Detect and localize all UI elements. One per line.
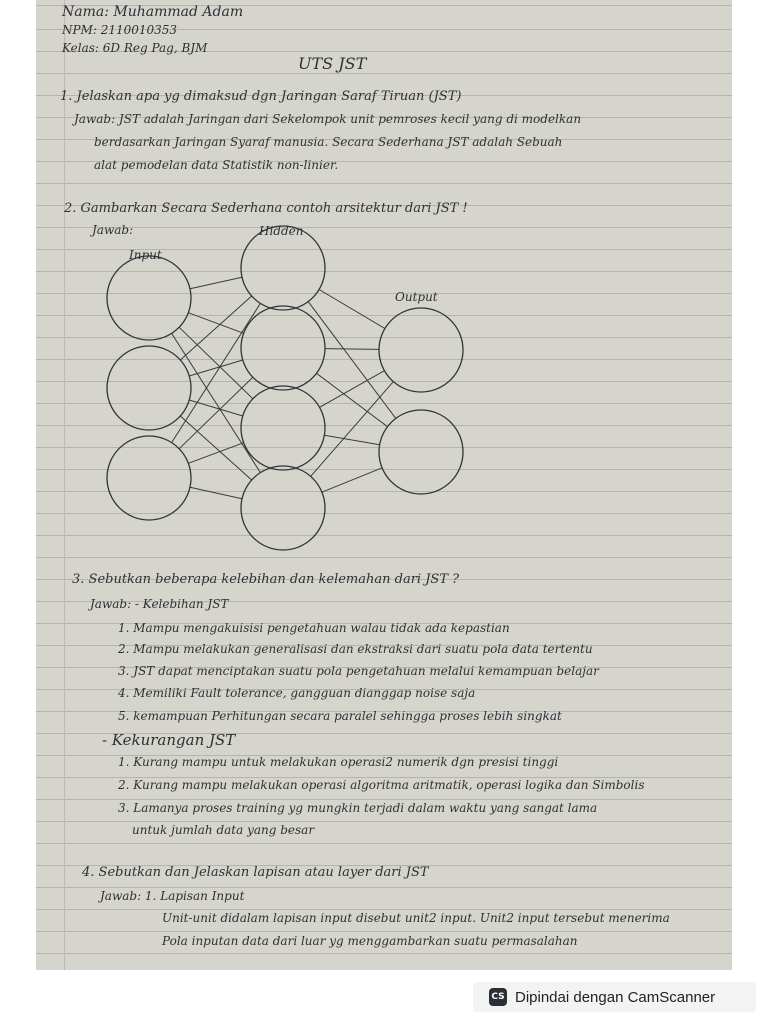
output-neuron-2 [379,410,463,494]
hidden-neuron-1 [241,226,325,310]
question-3: 3. Sebutkan beberapa kelebihan dan kelemahan dari JST ? [72,572,460,587]
connection-input-3-to-hidden-4 [190,487,242,499]
question-4: 4. Sebutkan dan Jelaskan lapisan atau layer dari JST [82,865,429,880]
connection-input-3-to-hidden-3 [188,443,243,464]
camscanner-logo-icon: CS [489,988,507,1006]
kelebihan-item-5: 5. kemampuan Perhitungan secara paralel sehingga proses lebih singkat [118,709,562,723]
student-name: Nama: Muhammad Adam [62,4,244,20]
student-class: Kelas: 6D Reg Pag, BJM [62,41,208,55]
hidden-neuron-2 [241,306,325,390]
input-neuron-1 [107,256,191,340]
q1-answer-line-2: berdasarkan Jaringan Syaraf manusia. Secara Sederhana JST adalah Sebuah [94,135,563,149]
connection-hidden-1-to-output-2 [308,302,396,419]
neural-network-diagram [36,0,732,580]
label-hidden: Hidden [259,224,304,238]
kekurangan-item-3: 3. Lamanya proses training yg mungkin terjadi dalam waktu yang sangat lama [118,801,598,815]
kekurangan-item-2: 2. Kurang mampu melakukan operasi algoritma aritmatik, operasi logika dan Simbolis [118,778,645,792]
question-2: 2. Gambarkan Secara Sederhana contoh arsitektur dari JST ! [64,201,468,216]
kekurangan-item-3-cont: untuk jumlah data yang besar [132,823,315,837]
label-input: Input [129,248,162,262]
connection-input-3-to-hidden-1 [172,303,261,442]
connection-hidden-2-to-output-1 [325,349,379,350]
question-1: 1. Jelaskan apa yg dimaksud dgn Jaringan Saraf Tiruan (JST) [60,89,462,104]
q3-jawab-kelebihan: Jawab: - Kelebihan JST [90,597,229,611]
connection-input-1-to-hidden-4 [172,333,261,472]
connection-hidden-4-to-output-1 [311,382,394,477]
camscanner-watermark [473,982,756,1012]
kelebihan-item-1: 1. Mampu mengakuisisi pengetahuan walau tidak ada kepastian [118,621,510,635]
q4-jawab: Jawab: 1. Lapisan Input [100,889,245,903]
connection-hidden-3-to-output-1 [320,371,385,408]
input-neuron-2 [107,346,191,430]
hidden-neuron-4 [241,466,325,550]
input-neuron-3 [107,436,191,520]
connection-hidden-1-to-output-1 [319,290,385,329]
connection-hidden-3-to-output-2 [324,435,379,445]
notebook-page [36,0,732,970]
kelebihan-item-2: 2. Mampu melakukan generalisasi dan ekstraksi dari suatu pola data tertentu [118,642,593,656]
connection-input-1-to-hidden-1 [190,277,242,289]
hidden-neuron-3 [241,386,325,470]
q2-jawab: Jawab: [92,223,134,237]
camscanner-text: Dipindai dengan CamScanner [515,988,716,1006]
q1-answer-line-1: Jawab: JST adalah Jaringan dari Sekelompok unit pemroses kecil yang di modelkan [74,112,582,126]
kekurangan-title: - Kekurangan JST [102,731,236,749]
kelebihan-item-4: 4. Memiliki Fault tolerance, gangguan dianggap noise saja [118,686,476,700]
q4-line-2: Pola inputan data dari luar yg menggambarkan suatu permasalahan [162,934,578,948]
label-output: Output [395,290,438,304]
connection-hidden-4-to-output-2 [322,468,382,492]
neurons [107,226,463,550]
page-title: UTS JST [298,54,367,73]
student-npm: NPM: 2110010353 [62,23,178,37]
q1-answer-line-3: alat pemodelan data Statistik non-linier. [94,158,339,172]
kelebihan-item-3: 3. JST dapat menciptakan suatu pola pengetahuan melalui kemampuan belajar [118,664,599,678]
output-neuron-1 [379,308,463,392]
q4-line-1: Unit-unit didalam lapisan input disebut unit2 input. Unit2 input tersebut menerima [162,911,670,925]
connection-input-1-to-hidden-2 [188,313,243,334]
kekurangan-item-1: 1. Kurang mampu untuk melakukan operasi2 numerik dgn presisi tinggi [118,755,559,769]
